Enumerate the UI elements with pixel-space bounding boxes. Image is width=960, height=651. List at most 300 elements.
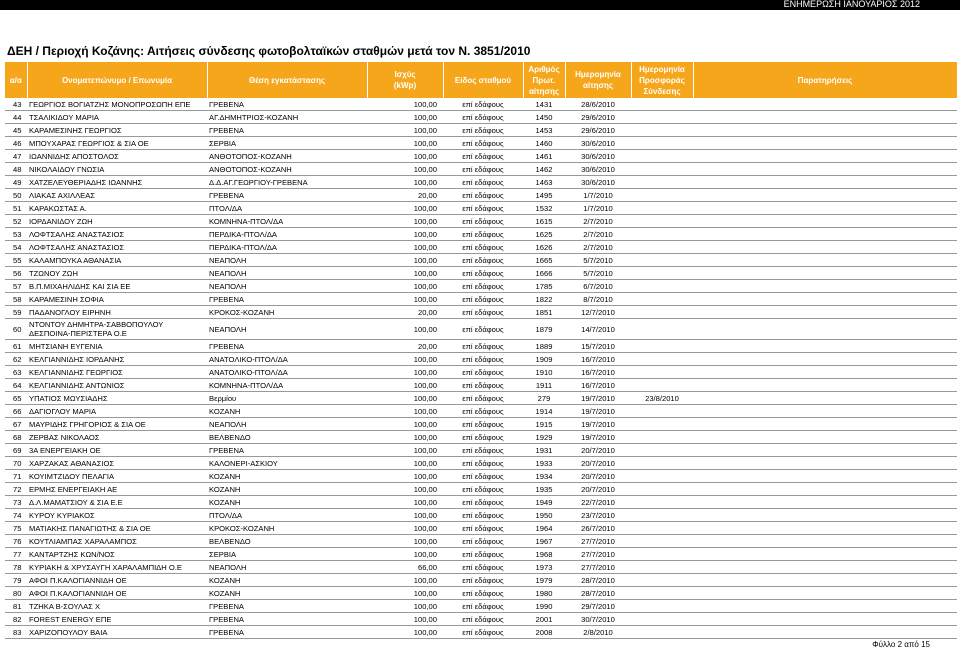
row-power: 20,00 (367, 340, 443, 353)
table-row (5, 189, 957, 202)
row-app-date: 20/7/2010 (565, 444, 631, 457)
row-remarks (693, 496, 957, 509)
row-aa: 43 (5, 98, 27, 111)
row-app-date: 30/6/2010 (565, 137, 631, 150)
row-power: 100,00 (367, 163, 443, 176)
table-row (5, 150, 957, 163)
table-row (5, 431, 957, 444)
row-name: ΜΑΥΡΙΔΗΣ ΓΡΗΓΟΡΙΟΣ & ΣΙΑ ΟΕ (27, 418, 207, 431)
row-power: 20,00 (367, 189, 443, 202)
row-app-date: 28/7/2010 (565, 574, 631, 587)
row-remarks (693, 340, 957, 353)
row-offer-date (631, 483, 693, 496)
row-remarks (693, 228, 957, 241)
table-row (5, 241, 957, 254)
row-name: ΙΩΑΝΝΙΔΗΣ ΑΠΟΣΤΟΛΟΣ (27, 150, 207, 163)
col-type: Είδος σταθμού (443, 62, 523, 98)
row-app-date: 22/7/2010 (565, 496, 631, 509)
row-name: ΚΟΥΤΛΙΑΜΠΑΣ ΧΑΡΑΛΑΜΠΟΣ (27, 535, 207, 548)
table-row (5, 215, 957, 228)
col-power-l2: (kWp) (393, 81, 417, 90)
row-type: επί εδάφους (443, 574, 523, 587)
table-row (5, 444, 957, 457)
row-app-date: 20/7/2010 (565, 457, 631, 470)
row-aa: 68 (5, 431, 27, 444)
page-footer: Φύλλο 2 από 15 (872, 640, 930, 649)
row-app-date: 16/7/2010 (565, 366, 631, 379)
row-protocol: 1431 (523, 98, 565, 111)
row-protocol: 1626 (523, 241, 565, 254)
row-name: ΚΑΛΑΜΠΟΥΚΑ ΑΘΑΝΑΣΙΑ (27, 254, 207, 267)
row-protocol: 1450 (523, 111, 565, 124)
row-location: ΚΟΜΝΗΝΑ-ΠΤΟΛ/ΔΑ (207, 215, 367, 228)
table-row (5, 353, 957, 366)
row-type: επί εδάφους (443, 98, 523, 111)
row-location: ΠΤΟΛ/ΔΑ (207, 509, 367, 522)
row-aa: 54 (5, 241, 27, 254)
row-location: ΑΝΘΟΤΟΠΟΣ-ΚΟΖΑΝΗ (207, 150, 367, 163)
table-header-row (5, 62, 957, 98)
row-offer-date (631, 293, 693, 306)
row-offer-date: 23/8/2010 (631, 392, 693, 405)
row-remarks (693, 280, 957, 293)
row-remarks (693, 574, 957, 587)
row-location: ΓΡΕΒΕΝΑ (207, 189, 367, 202)
table-row (5, 98, 957, 111)
row-type: επί εδάφους (443, 353, 523, 366)
row-protocol: 1933 (523, 457, 565, 470)
row-location: ΓΡΕΒΕΝΑ (207, 340, 367, 353)
row-protocol: 1461 (523, 150, 565, 163)
row-aa: 66 (5, 405, 27, 418)
row-location: ΚΟΖΑΝΗ (207, 405, 367, 418)
row-aa: 53 (5, 228, 27, 241)
row-offer-date (631, 600, 693, 613)
table-row (5, 561, 957, 574)
table-row (5, 600, 957, 613)
row-app-date: 19/7/2010 (565, 405, 631, 418)
row-protocol: 1889 (523, 340, 565, 353)
row-remarks (693, 124, 957, 137)
row-name: FOREST ENERGY ΕΠΕ (27, 613, 207, 626)
col-app-date-l2: αίτησης (582, 81, 614, 90)
row-offer-date (631, 366, 693, 379)
row-name: ΜΑΤΙΑΚΗΣ ΠΑΝΑΓΙΩΤΗΣ & ΣΙΑ ΟΕ (27, 522, 207, 535)
row-remarks (693, 522, 957, 535)
top-banner (0, 0, 960, 10)
row-protocol: 1625 (523, 228, 565, 241)
row-offer-date (631, 522, 693, 535)
col-protocol-l1: Αριθμός (528, 64, 560, 74)
row-power: 100,00 (367, 483, 443, 496)
row-aa: 44 (5, 111, 27, 124)
row-aa: 65 (5, 392, 27, 405)
table-row (5, 111, 957, 124)
table-row (5, 228, 957, 241)
row-app-date: 14/7/2010 (565, 319, 631, 340)
update-banner-text: ΕΝΗΜΕΡΩΣΗ ΙΑΝΟΥΑΡΙΟΣ 2012 (783, 0, 920, 9)
row-type: επί εδάφους (443, 254, 523, 267)
row-app-date: 19/7/2010 (565, 418, 631, 431)
row-aa: 59 (5, 306, 27, 319)
row-power: 100,00 (367, 535, 443, 548)
row-protocol: 1453 (523, 124, 565, 137)
row-offer-date (631, 267, 693, 280)
row-name: ΓΕΩΡΓΙΟΣ ΒΟΓΙΑΤΖΗΣ ΜΟΝΟΠΡΟΣΩΠΗ ΕΠΕ (27, 98, 207, 111)
row-type: επί εδάφους (443, 613, 523, 626)
row-app-date: 19/7/2010 (565, 431, 631, 444)
table-row (5, 626, 957, 639)
table-row (5, 176, 957, 189)
row-power: 100,00 (367, 150, 443, 163)
row-location: ΚΟΖΑΝΗ (207, 496, 367, 509)
row-type: επί εδάφους (443, 626, 523, 639)
row-aa: 51 (5, 202, 27, 215)
row-type: επί εδάφους (443, 379, 523, 392)
row-aa: 58 (5, 293, 27, 306)
row-type: επί εδάφους (443, 431, 523, 444)
row-remarks (693, 293, 957, 306)
row-protocol: 1950 (523, 509, 565, 522)
row-aa: 71 (5, 470, 27, 483)
row-app-date: 16/7/2010 (565, 379, 631, 392)
row-protocol: 1979 (523, 574, 565, 587)
table-row (5, 613, 957, 626)
row-name: ΚΕΛΓΙΑΝΝΙΔΗΣ ΑΝΤΩΝΙΟΣ (27, 379, 207, 392)
row-remarks (693, 600, 957, 613)
row-offer-date (631, 444, 693, 457)
row-power: 100,00 (367, 379, 443, 392)
row-type: επί εδάφους (443, 228, 523, 241)
table-row (5, 124, 957, 137)
row-name: ΜΗΤΣΙΑΝΗ ΕΥΓΕΝΙΑ (27, 340, 207, 353)
row-protocol: 2008 (523, 626, 565, 639)
row-protocol: 1934 (523, 470, 565, 483)
row-offer-date (631, 587, 693, 600)
table-row (5, 379, 957, 392)
row-protocol: 1665 (523, 254, 565, 267)
row-app-date: 20/7/2010 (565, 483, 631, 496)
row-type: επί εδάφους (443, 561, 523, 574)
row-app-date: 27/7/2010 (565, 535, 631, 548)
table-row (5, 267, 957, 280)
row-power: 100,00 (367, 176, 443, 189)
row-type: επί εδάφους (443, 319, 523, 340)
row-location: ΑΝΑΤΟΛΙΚΟ-ΠΤΟΛ/ΔΑ (207, 353, 367, 366)
col-name: Ονοματεπώνυμο / Επωνυμία (27, 62, 207, 98)
row-offer-date (631, 431, 693, 444)
row-aa: 77 (5, 548, 27, 561)
row-name: ΜΠΟΥΧΑΡΑΣ ΓΕΩΡΓΙΟΣ & ΣΙΑ ΟΕ (27, 137, 207, 150)
row-type: επί εδάφους (443, 405, 523, 418)
row-name: ΚΕΛΓΙΑΝΝΙΔΗΣ ΙΟΡΔΑΝΗΣ (27, 353, 207, 366)
row-remarks (693, 163, 957, 176)
table-row (5, 366, 957, 379)
row-offer-date (631, 353, 693, 366)
row-protocol: 1915 (523, 418, 565, 431)
row-protocol: 1879 (523, 319, 565, 340)
row-aa: 76 (5, 535, 27, 548)
row-power: 100,00 (367, 124, 443, 137)
row-remarks (693, 366, 957, 379)
row-power: 100,00 (367, 366, 443, 379)
row-offer-date (631, 457, 693, 470)
row-name: ΚΕΛΓΙΑΝΝΙΔΗΣ ΓΕΩΡΓΙΟΣ (27, 366, 207, 379)
row-app-date: 2/8/2010 (565, 626, 631, 639)
row-remarks (693, 306, 957, 319)
row-power: 100,00 (367, 587, 443, 600)
row-app-date: 6/7/2010 (565, 280, 631, 293)
table-row (5, 418, 957, 431)
row-power: 100,00 (367, 392, 443, 405)
row-power: 100,00 (367, 496, 443, 509)
row-location: ΚΟΖΑΝΗ (207, 470, 367, 483)
row-name: ΧΑΡΖΑΚΑΣ ΑΘΑΝΑΣΙΟΣ (27, 457, 207, 470)
row-name: 3Α ΕΝΕΡΓΕΙΑΚΗ ΟΕ (27, 444, 207, 457)
row-aa: 49 (5, 176, 27, 189)
row-name: ΚΟΥΙΜΤΖΙΔΟΥ ΠΕΛΑΓΙΑ (27, 470, 207, 483)
row-protocol: 1785 (523, 280, 565, 293)
row-power: 100,00 (367, 548, 443, 561)
row-remarks (693, 548, 957, 561)
row-offer-date (631, 470, 693, 483)
row-offer-date (631, 137, 693, 150)
row-location: ΚΟΖΑΝΗ (207, 574, 367, 587)
row-aa: 82 (5, 613, 27, 626)
row-protocol: 1911 (523, 379, 565, 392)
row-location: ΑΝΘΟΤΟΠΟΣ-ΚΟΖΑΝΗ (207, 163, 367, 176)
table-row (5, 496, 957, 509)
row-aa: 75 (5, 522, 27, 535)
row-power: 100,00 (367, 137, 443, 150)
col-power (367, 62, 443, 98)
col-offer-date-l1: Ημερομηνία (639, 64, 685, 74)
row-type: επί εδάφους (443, 202, 523, 215)
row-protocol: 1460 (523, 137, 565, 150)
row-name: ΝΙΚΟΛΑΙΔΟΥ ΓΝΩΣΙΑ (27, 163, 207, 176)
row-power: 100,00 (367, 267, 443, 280)
row-remarks (693, 587, 957, 600)
row-type: επί εδάφους (443, 470, 523, 483)
row-app-date: 1/7/2010 (565, 189, 631, 202)
row-protocol: 1973 (523, 561, 565, 574)
row-location: ΓΡΕΒΕΝΑ (207, 444, 367, 457)
row-type: επί εδάφους (443, 366, 523, 379)
row-type: επί εδάφους (443, 111, 523, 124)
row-location: ΝΕΑΠΟΛΗ (207, 319, 367, 340)
table-row (5, 574, 957, 587)
row-offer-date (631, 150, 693, 163)
row-power: 100,00 (367, 405, 443, 418)
row-location: ΚΟΖΑΝΗ (207, 587, 367, 600)
row-location: ΣΕΡΒΙΑ (207, 137, 367, 150)
row-app-date: 29/6/2010 (565, 111, 631, 124)
row-app-date: 30/6/2010 (565, 176, 631, 189)
col-power-l1: Ισχύς (394, 70, 416, 79)
col-offer-date-l2: Προσφοράς (639, 75, 685, 85)
table-body (5, 98, 957, 639)
row-type: επί εδάφους (443, 124, 523, 137)
applications-table (5, 62, 958, 639)
row-location: ΣΕΡΒΙΑ (207, 548, 367, 561)
row-app-date: 28/6/2010 (565, 98, 631, 111)
row-app-date: 29/6/2010 (565, 124, 631, 137)
row-location: ΚΡΟΚΟΣ-ΚΟΖΑΝΗ (207, 522, 367, 535)
row-name: ΚΑΡΑΚΩΣΤΑΣ Α. (27, 202, 207, 215)
page-title: ΔΕΗ / Περιοχή Κοζάνης: Αιτήσεις σύνδεσης φωτοβολταϊκών σταθμών μετά τον Ν. 3851/2010 (7, 44, 531, 58)
table-row (5, 470, 957, 483)
row-type: επί εδάφους (443, 306, 523, 319)
table-row (5, 319, 957, 340)
table-row (5, 202, 957, 215)
row-type: επί εδάφους (443, 293, 523, 306)
row-aa: 78 (5, 561, 27, 574)
row-aa: 69 (5, 444, 27, 457)
row-app-date: 2/7/2010 (565, 228, 631, 241)
row-location: ΚΟΜΝΗΝΑ-ΠΤΟΛ/ΔΑ (207, 379, 367, 392)
row-app-date: 28/7/2010 (565, 587, 631, 600)
col-protocol (523, 62, 565, 98)
row-remarks (693, 405, 957, 418)
row-power: 20,00 (367, 306, 443, 319)
col-location: Θέση εγκατάστασης (207, 62, 367, 98)
table-row (5, 457, 957, 470)
row-remarks (693, 137, 957, 150)
row-protocol: 1949 (523, 496, 565, 509)
row-aa: 47 (5, 150, 27, 163)
table-row (5, 405, 957, 418)
row-aa: 46 (5, 137, 27, 150)
row-type: επί εδάφους (443, 241, 523, 254)
row-app-date: 20/7/2010 (565, 470, 631, 483)
row-offer-date (631, 163, 693, 176)
row-power: 100,00 (367, 431, 443, 444)
row-name: ΚΥΡΙΑΚΗ & ΧΡΥΣΑΥΓΗ ΧΑΡΑΛΑΜΠΙΔΗ Ο.Ε (27, 561, 207, 574)
row-location: ΠΤΟΛ/ΔΑ (207, 202, 367, 215)
row-protocol: 1964 (523, 522, 565, 535)
row-remarks (693, 509, 957, 522)
row-aa: 83 (5, 626, 27, 639)
row-location: ΝΕΑΠΟΛΗ (207, 280, 367, 293)
row-remarks (693, 431, 957, 444)
row-power: 100,00 (367, 293, 443, 306)
row-protocol: 1463 (523, 176, 565, 189)
row-name: ΥΠΑΤΙΟΣ ΜΩΥΣΙΑΔΗΣ (27, 392, 207, 405)
row-location: ΓΡΕΒΕΝΑ (207, 626, 367, 639)
row-aa: 57 (5, 280, 27, 293)
row-aa: 61 (5, 340, 27, 353)
row-power: 100,00 (367, 418, 443, 431)
row-location: ΑΝΑΤΟΛΙΚΟ-ΠΤΟΛ/ΔΑ (207, 366, 367, 379)
row-offer-date (631, 626, 693, 639)
row-name: ΚΑΡΑΜΕΣΙΝΗ ΣΟΦΙΑ (27, 293, 207, 306)
row-name: ΝΤΟΝΤΟΥ ΔΗΜΗΤΡΑ-ΣΑΒΒΟΠΟΥΛΟΥ ΔΕΣΠΟΙΝΑ-ΠΕΡΙΣΤΕΡΑ Ο.Ε (27, 319, 207, 340)
row-app-date: 23/7/2010 (565, 509, 631, 522)
row-offer-date (631, 574, 693, 587)
row-aa: 60 (5, 319, 27, 340)
row-name: ΑΦΟΙ Π.ΚΑΛΟΓΙΑΝΝΙΔΗ ΟΕ (27, 587, 207, 600)
row-type: επί εδάφους (443, 392, 523, 405)
row-app-date: 1/7/2010 (565, 202, 631, 215)
row-power: 100,00 (367, 444, 443, 457)
row-type: επί εδάφους (443, 267, 523, 280)
table-row (5, 548, 957, 561)
row-app-date: 30/7/2010 (565, 613, 631, 626)
row-power: 100,00 (367, 574, 443, 587)
row-offer-date (631, 189, 693, 202)
row-protocol: 1929 (523, 431, 565, 444)
row-location: ΚΑΛΟΝΕΡΙ-ΑΣΚΙΟΥ (207, 457, 367, 470)
row-protocol: 1910 (523, 366, 565, 379)
row-offer-date (631, 319, 693, 340)
row-name: ΧΑΡΙΖΟΠΟΥΛΟΥ ΒΑΙΑ (27, 626, 207, 639)
row-name: ΤΖΩΝΟΥ ΖΩΗ (27, 267, 207, 280)
col-app-date-l1: Ημερομηνία (575, 70, 621, 79)
row-power: 100,00 (367, 522, 443, 535)
row-remarks (693, 392, 957, 405)
row-type: επί εδάφους (443, 137, 523, 150)
row-remarks (693, 319, 957, 340)
row-protocol: 1968 (523, 548, 565, 561)
row-app-date: 29/7/2010 (565, 600, 631, 613)
table-row (5, 293, 957, 306)
row-type: επί εδάφους (443, 509, 523, 522)
row-remarks (693, 254, 957, 267)
row-remarks (693, 241, 957, 254)
row-name: ΚΥΡΟΥ ΚΥΡΙΑΚΟΣ (27, 509, 207, 522)
col-protocol-l2: Πρωτ. (532, 75, 556, 85)
row-protocol: 1495 (523, 189, 565, 202)
row-location: ΓΡΕΒΕΝΑ (207, 600, 367, 613)
row-aa: 45 (5, 124, 27, 137)
row-app-date: 2/7/2010 (565, 215, 631, 228)
table-row (5, 280, 957, 293)
row-power: 100,00 (367, 215, 443, 228)
row-remarks (693, 444, 957, 457)
row-location: ΑΓ.ΔΗΜΗΤΡΙΟΣ-ΚΟΖΑΝΗ (207, 111, 367, 124)
row-offer-date (631, 548, 693, 561)
row-location: ΚΡΟΚΟΣ-ΚΟΖΑΝΗ (207, 306, 367, 319)
row-power: 100,00 (367, 202, 443, 215)
row-app-date: 30/6/2010 (565, 150, 631, 163)
row-location: ΠΕΡΔΙΚΑ-ΠΤΟΛ/ΔΑ (207, 228, 367, 241)
row-power: 66,00 (367, 561, 443, 574)
row-type: επί εδάφους (443, 457, 523, 470)
row-offer-date (631, 340, 693, 353)
row-type: επί εδάφους (443, 418, 523, 431)
table-row (5, 522, 957, 535)
row-location: ΝΕΑΠΟΛΗ (207, 267, 367, 280)
table-row (5, 340, 957, 353)
row-power: 100,00 (367, 509, 443, 522)
row-offer-date (631, 306, 693, 319)
row-app-date: 30/6/2010 (565, 163, 631, 176)
row-remarks (693, 353, 957, 366)
row-aa: 72 (5, 483, 27, 496)
row-protocol: 1532 (523, 202, 565, 215)
row-aa: 79 (5, 574, 27, 587)
row-aa: 56 (5, 267, 27, 280)
row-name: ΑΦΟΙ Π.ΚΑΛΟΓΙΑΝΝΙΔΗ ΟΕ (27, 574, 207, 587)
table-row (5, 163, 957, 176)
row-type: επί εδάφους (443, 215, 523, 228)
row-remarks (693, 379, 957, 392)
row-location: Δ.Δ.ΑΓ.ΓΕΩΡΓΙΟΥ-ΓΡΕΒΕΝΑ (207, 176, 367, 189)
row-offer-date (631, 535, 693, 548)
row-offer-date (631, 405, 693, 418)
row-protocol: 1666 (523, 267, 565, 280)
row-remarks (693, 202, 957, 215)
